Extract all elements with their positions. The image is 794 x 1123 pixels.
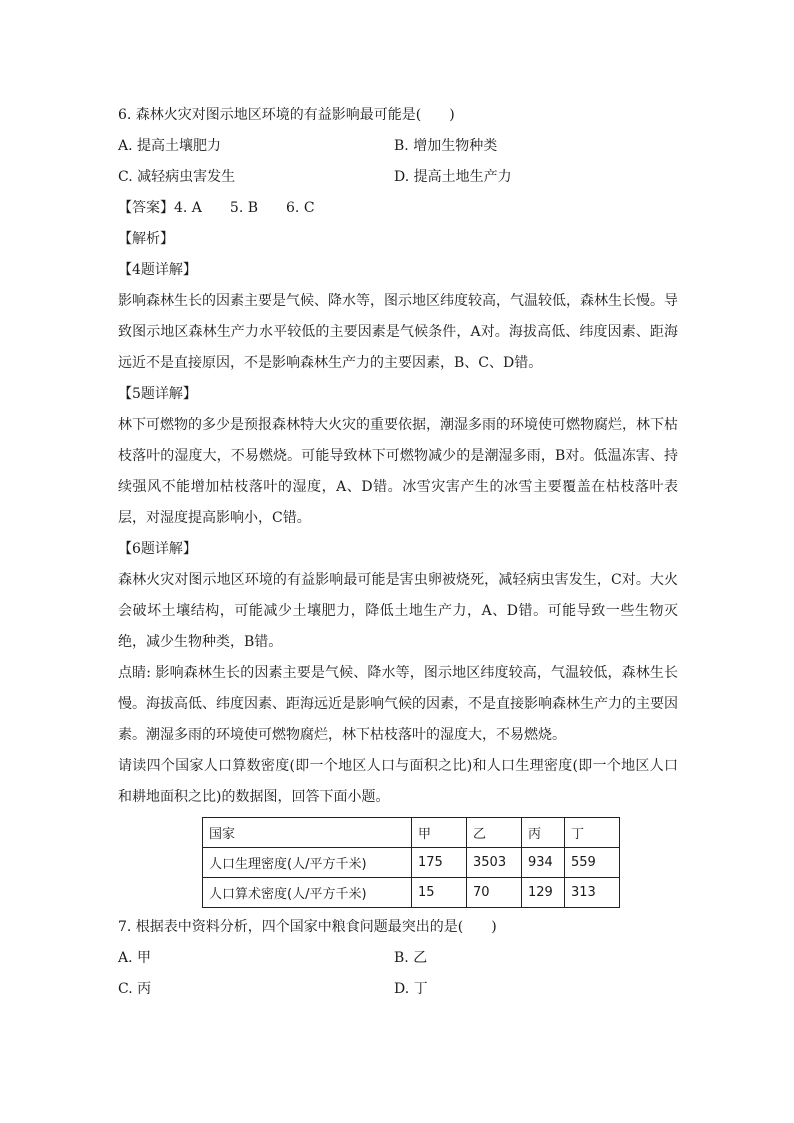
- table-cell: 129: [522, 878, 565, 908]
- table-row: [203, 878, 620, 908]
- table-header-cell: 丙: [522, 818, 565, 848]
- answer-line: 【答案】4. A 5. B 6. C: [118, 200, 315, 216]
- table-cell: 人口算术密度(人/平方千米): [203, 878, 412, 908]
- question-6-option-c: C. 减轻病虫害发生: [118, 169, 236, 185]
- table-cell: 175: [412, 848, 467, 878]
- question-7-options-row-1: [118, 943, 678, 974]
- analysis-heading: 【解析】: [118, 231, 174, 247]
- question-7-option-b: B. 乙: [394, 950, 428, 966]
- section-5-explanation: 林下可燃物的多少是预报森林特大火灾的重要依据，潮湿多雨的环境使可燃物腐烂，林下枯枝落叶的湿度大，不易燃烧。可能导致林下可燃物减少的是潮湿多雨，B对。低温冻害、持续强风不能增加枯枝落叶的湿度，A、D错。冰雪灾害产生的冰雪主要覆盖在枯枝落叶表层，对湿度提高影响小，C错。: [118, 417, 678, 526]
- table-header-row: [203, 818, 620, 848]
- question-7-option-c: C. 丙: [118, 981, 152, 997]
- question-6-option-b: B. 增加生物种类: [394, 138, 498, 154]
- section-5-heading: 【5题详解】: [118, 386, 197, 402]
- table-cell: 3503: [467, 848, 522, 878]
- table-row: [203, 848, 620, 878]
- table-cell: 人口生理密度(人/平方千米): [203, 848, 412, 878]
- question-6-options-row-2: [118, 162, 678, 193]
- table-intro: 请读四个国家人口算数密度(即一个地区人口与面积之比)和人口生理密度(即一个地区人口和耕地面积之比)的数据图，回答下面小题。: [118, 758, 678, 805]
- section-4-explanation: 影响森林生长的因素主要是气候、降水等，图示地区纬度较高，气温较低，森林生长慢。导致图示地区森林生产力水平较低的主要因素是气候条件，A对。海拔高低、纬度因素、距海远近不是直接原因，不是影响森林生产力的主要因素，B、C、D错。: [118, 293, 678, 371]
- question-7-stem: 7. 根据表中资料分析，四个国家中粮食问题最突出的是( ): [118, 919, 497, 935]
- question-6-stem: 6. 森林火灾对图示地区环境的有益影响最可能是( ): [118, 107, 455, 123]
- question-6-option-d: D. 提高土地生产力: [394, 169, 512, 185]
- question-6-options-row-1: [118, 131, 678, 162]
- section-4-heading: 【4题详解】: [118, 262, 197, 278]
- table-header-cell: 丁: [565, 818, 620, 848]
- question-7-options-row-2: [118, 974, 678, 1005]
- table-header-cell: 乙: [467, 818, 522, 848]
- table-cell: 70: [467, 878, 522, 908]
- document-page: [118, 100, 678, 1005]
- table-header-cell: 国家: [203, 818, 412, 848]
- table-cell: 934: [522, 848, 565, 878]
- table-header-cell: 甲: [412, 818, 467, 848]
- table-cell: 15: [412, 878, 467, 908]
- section-6-heading: 【6题详解】: [118, 541, 197, 557]
- section-6-explanation: 森林火灾对图示地区环境的有益影响最可能是害虫卵被烧死，减轻病虫害发生，C对。大火会破坏土壤结构，可能减少土壤肥力，降低土地生产力，A、D错。可能导致一些生物灭绝，减少生物种类，B错。: [118, 572, 678, 650]
- table-cell: 559: [565, 848, 620, 878]
- key-point-note: 点睛: 影响森林生长的因素主要是气候、降水等，图示地区纬度较高，气温较低，森林生长慢。海拔高低、纬度因素、距海远近是影响气候的因素，不是直接影响森林生产力的主要因素。潮湿多雨的环境使可燃物腐烂，林下枯枝落叶的湿度大，不易燃烧。: [118, 665, 678, 743]
- question-7-option-a: A. 甲: [118, 950, 152, 966]
- question-6-option-a: A. 提高土壤肥力: [118, 138, 222, 154]
- table-cell: 313: [565, 878, 620, 908]
- question-7-option-d: D. 丁: [394, 981, 428, 997]
- density-table: [202, 817, 620, 908]
